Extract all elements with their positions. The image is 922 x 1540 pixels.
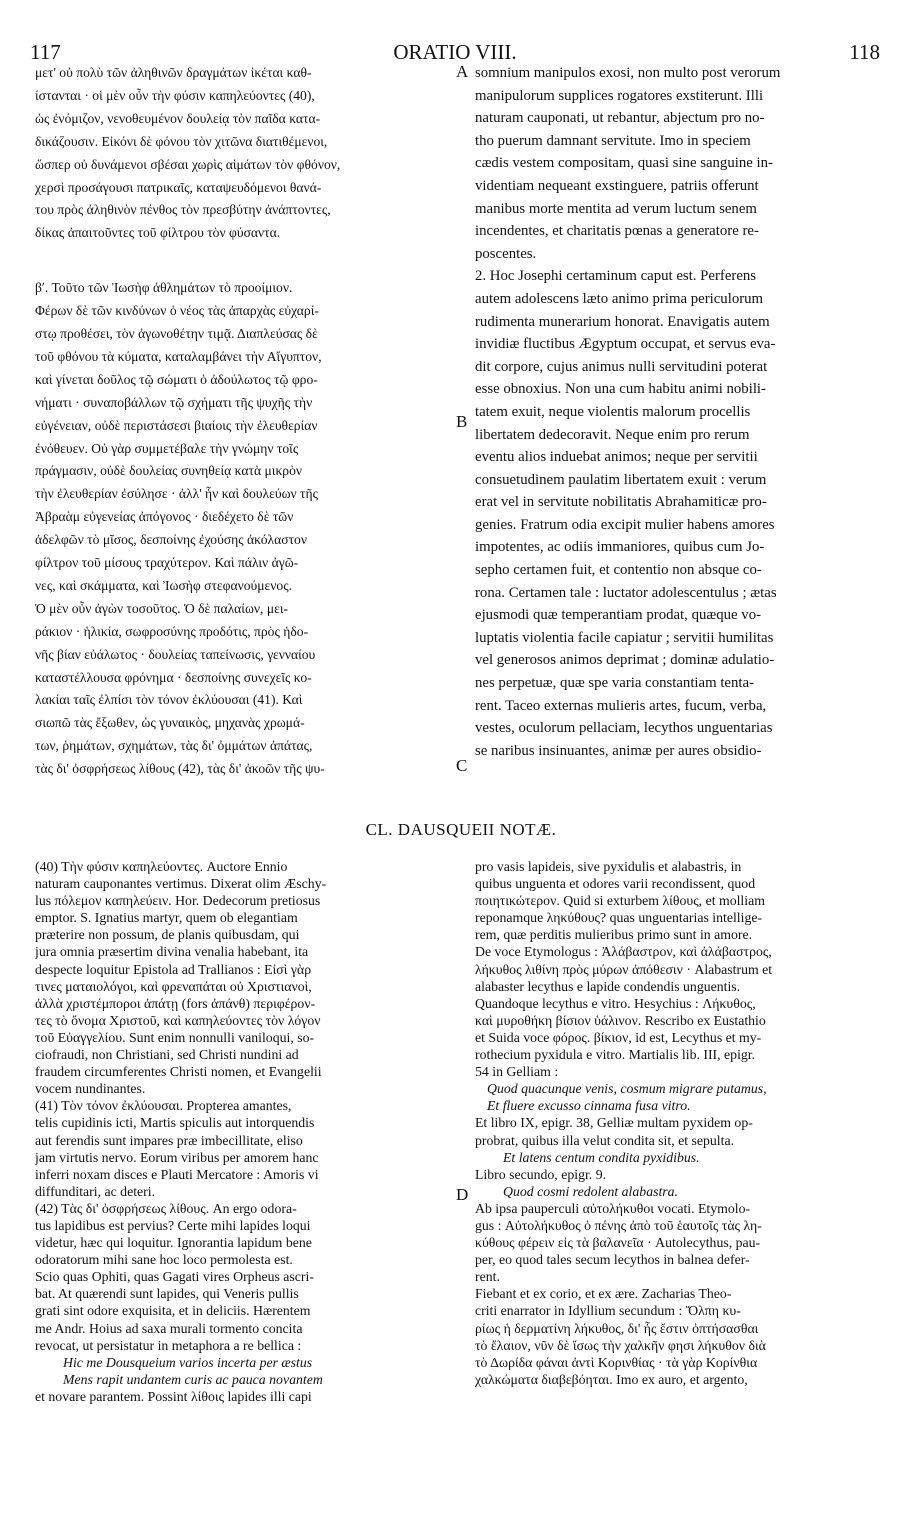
text-line: του πρὸς ἀληθινὸν πένθος τὸν πρεσβύτην ἀνάπτοντες, <box>35 202 331 218</box>
text-line: impotentes, ac odiis immaniores, quibus cum Jo- <box>475 539 765 556</box>
text-line: probrat, quibus illa velut condita sit, et sepulta. <box>475 1132 735 1148</box>
text-line: Quod quacunque venis, cosmum migrare putamus, <box>487 1081 767 1097</box>
text-line: nes perpetuæ, quæ spe varia constantiam tenta- <box>475 675 755 692</box>
text-line: et Suida voce φόρος. βίκιον, id est, Lecythus et my- <box>475 1029 762 1045</box>
text-line: manibus morte mentita ad verum luctum senem <box>475 200 757 217</box>
text-line: diffunditari, ac deteri. <box>35 1183 156 1199</box>
text-line: tho puerum damnant servitute. Imo in speciem <box>475 132 751 149</box>
running-title: ORATIO VIII. <box>393 40 517 64</box>
text-line: καταστέλλουσα φρόνημα · δεσποίνης συνεχεῖς κο- <box>35 669 312 685</box>
text-line: manipulorum supplices rogatores exstiterunt. Illi <box>475 87 764 104</box>
text-line: criti enarrator in Idyllium secundum : Ὄλπη κυ- <box>475 1303 741 1319</box>
text-line: Hic me Dousqueium varios incerta per æstus <box>63 1354 313 1370</box>
text-line: inferri noxam disces e Plauti Mercatore : Amoris vi <box>35 1166 319 1182</box>
text-line: νήματι · συναποβάλλων τῷ σχήματι τῆς ψυχῆς τὴν <box>35 394 313 410</box>
text-line: δικάζουσιν. Εἰκόνι δὲ φόνου τὸν χιτῶνα διατιθέμενοι, <box>35 133 328 149</box>
text-line: χερσὶ προσάγουσι πατρικαῖς, καταψευδόμενοι θανά- <box>35 179 322 195</box>
text-line: emptor. S. Ignatius martyr, quem ob elegantiam <box>35 910 298 926</box>
text-line: tus lapidibus est pervius? Certe mihi lapides loqui <box>35 1217 311 1233</box>
text-line: (40) Τὴν φύσιν καπηλεύοντες. Auctore Ennio <box>35 859 288 874</box>
text-line: (42) Τὰς δι' ὀσφρήσεως λίθους. An ergo odora- <box>35 1200 297 1216</box>
text-line: Libro secundo, epigr. 9. <box>475 1166 607 1182</box>
text-line: ejusmodi quæ temperantiam prodat, quæque vo- <box>475 607 762 624</box>
text-line: τοῦ Εὐαγγελίου. Sunt enim nonnulli vaniloqui, so- <box>35 1029 315 1045</box>
text-line: ὥσπερ οὐ δυνάμενοι σβέσαι χωρὶς αἱμάτων τὸν φθόνον, <box>35 156 341 172</box>
text-line: Φέρων δὲ τῶν κινδύνων ὁ νέος τὰς ἀπαρχὰς εὐχαρί- <box>35 303 319 319</box>
text-line: εὐγένειαν, οὐδὲ περιστάσεσι βιαίοις τὴν ἐλευθερίαν <box>35 417 318 433</box>
text-line: φίλτρον τοῦ μίσους τραχύτερον. Καὶ πάλιν ἀγῶ- <box>35 555 299 571</box>
margin-marker-c: C <box>456 756 468 775</box>
text-line: rent. <box>475 1269 500 1285</box>
text-line: τὴν ἐλευθερίαν ἐσύλησε · ἀλλ' ἦν καὶ δουλεύων τῆς <box>35 486 319 502</box>
text-line: revocat, ut persistatur in metaphora a re bellica : <box>35 1337 302 1353</box>
text-line: poscentes. <box>475 245 537 262</box>
text-line: Ἀβραὰμ εὐγενείας ἀπόγονος · διεδέχετο δὲ τῶν <box>35 509 294 525</box>
notes-left-column <box>35 858 455 1405</box>
text-line: rothecium pyxidula e vitro. Martialis lib. III, epigr. <box>475 1047 756 1063</box>
text-line: vestes, oculorum pellaciam, lecythos unguentarias <box>475 720 773 737</box>
text-line: eventu alios induebat animos; neque per servitii <box>475 449 758 466</box>
text-line: ίστανται · οἱ μὲν οὖν τὴν φύσιν καπηλεύοντες (40), <box>35 87 315 103</box>
text-line: Fiebant et ex corio, et ex ære. Zacharias Theo- <box>475 1286 732 1302</box>
text-line: rona. Certamen tale : luctator adolescentulus ; ætas <box>475 584 777 601</box>
text-line: libertatem dedecoravit. Neque enim pro rerum <box>475 426 750 443</box>
text-line: vocem nundinantes. <box>35 1081 146 1097</box>
text-line: τὸ Δωρίδα φάναι ἀντὶ Κορινθίας · τὰ γὰρ Κορίνθια <box>475 1354 758 1370</box>
text-line: odoratorum mihi sane hoc loco permolesta est. <box>35 1252 293 1268</box>
text-line: vel generosos animos deprimat ; dominæ adulatio- <box>475 652 775 669</box>
page-number-left: 117 <box>30 40 61 64</box>
text-line: rem, quæ perditis mulieribus primo sunt in amore. <box>475 927 753 943</box>
notes-right-column <box>475 858 885 1388</box>
text-line: erat vel in servitute nobilitatis Abrahamiticæ pro- <box>475 494 767 511</box>
text-line: reponamque ληκύθους? quas unguentarias intellige- <box>475 910 763 926</box>
text-line: incendentes, et charitatis pœnas a generatore re- <box>475 223 759 240</box>
text-line: (41) Τὸν τόνον ἐκλύουσαι. Propterea amantes, <box>35 1098 292 1114</box>
text-line: luptatis violentia facile capiatur ; servitii humilitas <box>475 629 774 646</box>
text-line: τες τὸ ὄνομα Χριστοῦ, καὶ καπηλεύοντες τὸν λόγον <box>35 1012 321 1028</box>
text-line: Et libro IX, epigr. 38, Gelliæ multam pyxidem op- <box>475 1115 753 1131</box>
text-line: τὸ ἔλαιον, νῦν δὲ ἴσως τὴν χαλκῆν φησι λήκυθον διὰ <box>475 1337 766 1353</box>
text-line: lus πόλεμον καπηλεύειν. Hor. Dedecorum pretiosus <box>35 893 321 909</box>
text-line: genies. Fratrum odia excipit mulier habens amores <box>475 516 775 533</box>
text-line: jam virtutis nervo. Eorum viribus per amorem hanc <box>35 1149 319 1165</box>
text-line: μετ' οὐ πολὺ τῶν ἀληθινῶν δραγμάτων ἱκέται καθ- <box>35 65 312 80</box>
greek-text-column <box>35 62 457 781</box>
text-line: 54 in Gelliam : <box>475 1064 559 1080</box>
text-line: se naribus insinuantes, animæ per aures obsidio- <box>475 742 762 759</box>
text-line: καὶ γίνεται δοῦλος τῷ σώματι ὁ ἀδούλωτος τῷ φρο- <box>35 371 318 387</box>
text-line: videtur, hæc qui loquitur. Ignorantia lapidum bene <box>35 1235 312 1251</box>
text-line: gus : Αὐτολήκυθος ὁ πένης ἀπὸ τοῦ ἑαυτοῖς τὰς λη- <box>475 1217 762 1233</box>
text-line: ὡς ἐνόμιζον, νενοθευμένον δουλείᾳ τὸν παῖδα κατα- <box>35 110 321 126</box>
text-line: Ὁ μὲν οὖν ἀγὼν τοσοῦτος. Ὁ δὲ παλαίων, μει- <box>35 600 289 616</box>
text-line: στῳ προθέσει, τὸν ἀγωνοθέτην τιμᾷ. Διαπλεύσας δὲ <box>35 325 318 341</box>
notes-title: CL. DAUSQUEII NOTÆ. <box>365 820 557 839</box>
text-line: κύθους φέρειν εἰς τὰ βαλανεῖα · Autolecythus, pau- <box>475 1235 761 1251</box>
text-line: pro vasis lapideis, sive pyxidulis et alabastris, in <box>475 859 742 874</box>
text-line: grati sint odore exquisita, et in deliciis. Hærentem <box>35 1303 311 1319</box>
text-line: ἐνόθευεν. Οὐ γὰρ συμμετέβαλε τὴν γνώμην τοῖς <box>35 440 299 456</box>
text-line: bat. At quærendi sunt lapides, qui Veneris pullis <box>35 1286 299 1302</box>
margin-marker-d: D <box>456 1185 469 1204</box>
text-line: τινες ματαιολόγοι, καὶ φρεναπάται οὐ Χριστιανοὶ, <box>35 978 312 994</box>
text-line: Scio quas Ophiti, quas Gagati vires Orpheus ascri- <box>35 1269 314 1285</box>
text-line: δίκας ἀπαιτοῦντες τοῦ φίλτρου τὸν φύσαντα. <box>35 225 281 241</box>
text-line: Ab ipsa pauperculi αὐτολήκυθοι vocati. Etymolo- <box>475 1200 751 1216</box>
text-line: somnium manipulos exosi, non multo post verorum <box>475 65 781 81</box>
text-line: telis cupidinis icti, Martis spiculis aut intorquendis <box>35 1115 315 1131</box>
text-line: Quandoque lecythus e vitro. Hesychius : Λήκυθος, <box>475 995 756 1011</box>
text-line: sepho certamen fuit, et contentio non absque co- <box>475 562 762 579</box>
text-line: naturam cauponantes vertimus. Dixerat olim Æschy- <box>35 876 327 892</box>
text-line: rudimenta munerarium honorat. Enavigatis autem <box>475 313 770 330</box>
latin-text-column <box>475 62 885 762</box>
margin-marker-a: A <box>456 62 469 81</box>
text-line: quibus unguenta et odores varii recondissent, quod <box>475 876 756 892</box>
text-line: esse obnoxius. Non una cum habitu animi nobili- <box>475 381 766 398</box>
text-line: ποιητικώτερον. Quid si exturbem λίθους, et molliam <box>475 893 765 909</box>
text-line: των, ῥημάτων, σχημάτων, τὰς δι' ὀμμάτων ἀπάτας, <box>35 738 313 754</box>
text-line: ciofraudi, non Christiani, sed Christi nundini ad <box>35 1047 299 1063</box>
text-line: dit corpore, cujus animus nulli servitudini poterat <box>475 358 768 375</box>
text-line: despecte loquitur Epistola ad Trallianos : Εἰσὶ γὰρ <box>35 961 312 977</box>
text-line: καὶ μυροθήκη βίσιον ὑάλινον. Rescribo ex Eustathio <box>475 1012 766 1028</box>
text-line: λακίαι ταῖς ἐλπίσι τὸν τόνον ἐκλύουσαι (41). Καὶ <box>35 692 303 708</box>
page-number-right: 118 <box>849 40 880 64</box>
text-line: Mens rapit undantem curis ac pauca novantem <box>63 1371 323 1387</box>
text-line: per, eo quod tales secum lecythos in balnea defer- <box>475 1252 750 1268</box>
text-line: ρίως ἡ δερματίνη λήκυθος, δι' ἧς ἔστιν ὀπτήσασθαι <box>475 1320 759 1336</box>
text-line: ράκιον · ἡλικία, σωφροσύνης προδότις, πρὸς ἡδο- <box>35 623 309 639</box>
margin-marker-b: B <box>456 412 468 431</box>
text-line: χαλκώματα διαβεβόηται. Imo ex auro, et argento, <box>475 1371 748 1387</box>
text-line: τοῦ φθόνου τὰ κύματα, καταλαμβάνει τὴν Αἴγυπτον, <box>35 348 322 364</box>
text-line: aut ferendis sunt impares præ imbecillitate, eliso <box>35 1132 303 1148</box>
text-line: me Andr. Hoius ad saxa murali tormento concita <box>35 1320 303 1336</box>
text-line: tatem exuit, neque violentis malorum procellis <box>475 403 751 420</box>
text-line: ἀδελφῶν τὸ μῖσος, δεσποίνης ἐχούσης ἀκόλαστον <box>35 532 307 548</box>
text-line: De voce Etymologus : Ἀλάβαστρον, καὶ ἀλάβαστρος, <box>475 944 772 960</box>
text-line: cædis vestem compositam, quasi sine sanguine in- <box>475 155 773 172</box>
text-line: et novare parantem. Possint λίθοις lapides illi capi <box>35 1388 312 1404</box>
text-line: Et fluere excusso cinnama fusa vitro. <box>487 1098 691 1114</box>
text-line: πράγμασιν, οὐδὲ δουλείας συνηθείᾳ κατὰ μικρὸν <box>35 463 303 479</box>
text-line: λήκυθος λιθίνη πρὸς μύρων ἀπόθεσιν · Alabastrum et <box>475 961 773 977</box>
text-line: videntiam nequeant exstinguere, patriis offerunt <box>475 177 759 194</box>
text-line: fraudem circumferentes Christi nomen, et Evangelii <box>35 1064 322 1080</box>
text-line: Quod cosmi redolent alabastra. <box>503 1183 679 1199</box>
text-line: naturam cauponati, ut rebantur, abjectum pro no- <box>475 110 765 127</box>
text-line <box>35 245 457 268</box>
text-line: Et latens centum condita pyxidibus. <box>503 1149 700 1165</box>
text-line: jura omnia præsertim divina venalia habebant, ita <box>35 944 309 960</box>
text-line: invidiæ fluctibus Ægyptum occupat, et servus eva- <box>475 336 776 353</box>
text-line: σιωπῶ τὰς ἔξωθεν, ὡς γυναικὸς, μηχανὰς χρωμά- <box>35 715 305 731</box>
text-line: νες, καὶ σκάμματα, καὶ Ἰωσὴφ στεφανούμενος. <box>35 577 292 593</box>
text-line: consuetudinem paulatim libertatem exuit : verum <box>475 471 767 488</box>
text-line: βʹ. Τοῦτο τῶν Ἰωσὴφ ἀθλημάτων τὸ προοίμιον. <box>35 280 293 296</box>
text-line: præterire non possum, de planis quibusdam, qui <box>35 927 300 943</box>
text-line: alabaster lecythus e lapide condendis unguentis. <box>475 978 741 994</box>
text-line: ἀλλὰ χριστέμποροι ἀπάτῃ (fors ἀπάνθ) περιφέρον- <box>35 995 316 1011</box>
text-line: τὰς δι' ὀσφρήσεως λίθους (42), τὰς δι' ἀκοῶν τῆς ψυ- <box>35 761 325 777</box>
text-line: rent. Taceo externas mulieris artes, fucum, verba, <box>475 697 767 714</box>
text-line: autem adolescens læto animo prima periculorum <box>475 290 764 307</box>
text-line: 2. Hoc Josephi certaminum caput est. Perferens <box>475 268 757 285</box>
text-line: νῆς βίαν εὐάλωτος · δουλείας ταπείνωσις, γενναίου <box>35 646 316 662</box>
